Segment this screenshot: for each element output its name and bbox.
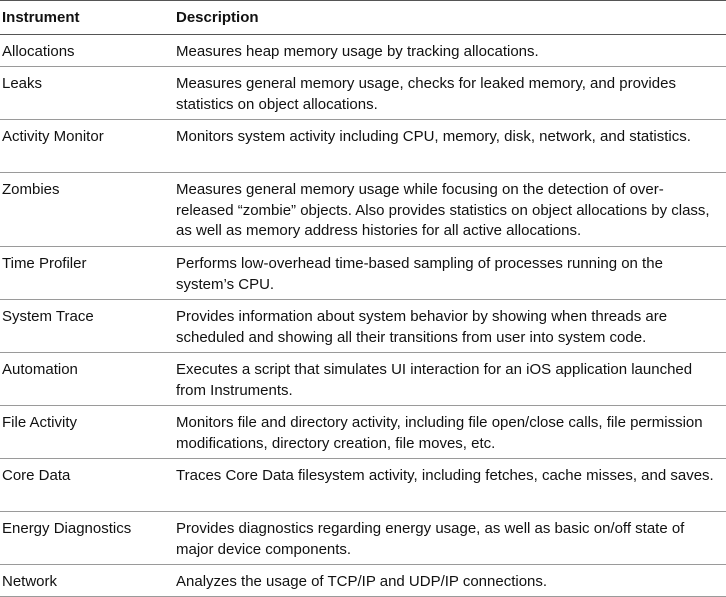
table-row <box>0 67 726 120</box>
instrument-cell: Automation <box>2 361 78 378</box>
table-row <box>0 459 726 512</box>
table-row <box>0 353 726 406</box>
instrument-cell: Time Profiler <box>2 255 87 272</box>
description-cell: Monitors system activity including CPU, memory, disk, network, and statistics. <box>176 128 691 145</box>
description-cell: Analyzes the usage of TCP/IP and UDP/IP connections. <box>176 573 548 590</box>
description-cell: Measures heap memory usage by tracking allocations. <box>176 43 539 60</box>
header-description: Description <box>176 9 259 26</box>
description-cell: Provides information about system behavior by showing when threads are scheduled and showing all their transitions from user into system code. <box>176 308 668 346</box>
table-row <box>0 173 726 247</box>
instrument-cell: Network <box>2 573 58 590</box>
instrument-cell: System Trace <box>2 308 94 325</box>
description-cell: Monitors file and directory activity, including file open/close calls, file permission modifications, directory creation, file moves, etc. <box>176 414 703 452</box>
header-instrument: Instrument <box>2 9 80 26</box>
table-row <box>0 120 726 173</box>
instrument-cell: Leaks <box>2 75 43 92</box>
description-cell: Traces Core Data filesystem activity, including fetches, cache misses, and saves. <box>176 467 714 484</box>
table-row <box>0 565 726 597</box>
table-row <box>0 512 726 565</box>
instrument-cell: Activity Monitor <box>2 128 104 145</box>
instrument-cell: File Activity <box>2 414 78 431</box>
instrument-cell: Energy Diagnostics <box>2 520 132 537</box>
table-row <box>0 300 726 353</box>
table-row <box>0 35 726 67</box>
description-cell: Measures general memory usage while focusing on the detection of over-released “zombie” objects. Also provides statistics on object allocations by class, as well as memory address histories for all active allocations. <box>176 181 710 239</box>
description-cell: Executes a script that simulates UI interaction for an iOS application launched from Instruments. <box>176 361 693 399</box>
instrument-cell: Zombies <box>2 181 60 198</box>
table-row <box>0 247 726 300</box>
description-cell: Provides diagnostics regarding energy usage, as well as basic on/off state of major device components. <box>176 520 685 558</box>
instrument-cell: Core Data <box>2 467 71 484</box>
instrument-cell: Allocations <box>2 43 75 60</box>
table-header <box>0 1 726 35</box>
table-row <box>0 406 726 459</box>
description-cell: Measures general memory usage, checks for leaked memory, and provides statistics on object allocations. <box>176 75 676 113</box>
description-cell: Performs low-overhead time-based sampling of processes running on the system’s CPU. <box>176 255 663 293</box>
